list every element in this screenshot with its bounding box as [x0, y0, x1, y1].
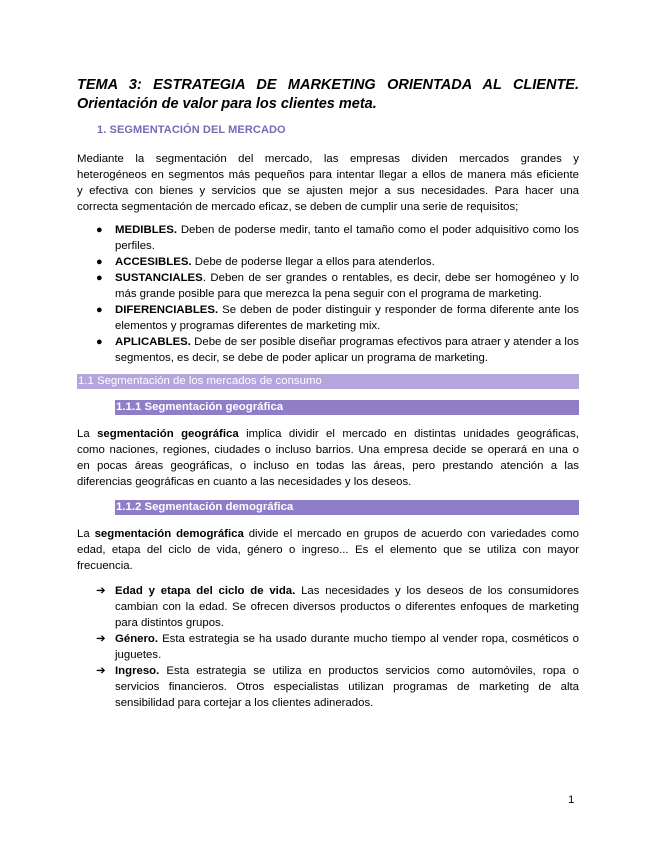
- intro-line: Mediante la segmentación del mercado, las empresas dividen mercados grandes y: [77, 153, 579, 165]
- list-item: [96, 583, 579, 631]
- geo-lead: La: [77, 428, 98, 440]
- demo-line1-rest: divide el mercado en grupos de acuerdo con variedades como: [243, 528, 579, 540]
- intro-paragraph: [77, 151, 579, 215]
- bullet-icon: ●: [96, 256, 103, 268]
- section-heading-mercados-consumo: 1.1 Segmentación de los mercados de consumo: [77, 374, 579, 389]
- list-item: [96, 222, 579, 254]
- bullet-icon: ●: [96, 224, 103, 236]
- geo-paragraph: [77, 426, 579, 490]
- item-text: Se deben de poder distinguir y responder de forma diferente ante los elementos y programas diferentes de marketing mix.: [115, 304, 579, 332]
- item-text: Las necesidades y los deseos de los consumidores cambian con la edad. Se ofrecen diversos productos o diferentes enfoques de marketing para distintos grupos.: [115, 585, 579, 629]
- item-term: MEDIBLES.: [115, 224, 178, 236]
- item-term: Género.: [115, 633, 159, 645]
- geo-line: como naciones, regiones, ciudades o incluso barrios. Una empresa decide se operará en una o: [77, 444, 579, 456]
- requirements-list: [96, 222, 579, 366]
- intro-line: correcta segmentación de mercado eficaz, se deben de cumplir una serie de requisitos;: [77, 201, 519, 213]
- item-term: APLICABLES.: [115, 336, 191, 348]
- bullet-icon: ●: [96, 336, 103, 348]
- document-title: [77, 76, 579, 114]
- section-heading-demografica: 1.1.2 Segmentación demográfica: [115, 500, 579, 515]
- page-number: 1: [568, 794, 575, 806]
- list-item: [96, 631, 579, 663]
- section-heading-geografica: 1.1.1 Segmentación geográfica: [115, 400, 579, 415]
- demo-line: edad, etapa del ciclo de vida, género o ingreso... Es el elemento que se utiliza con mayor: [77, 544, 579, 556]
- item-text: Esta estrategia se ha usado durante mucho tiempo al vender ropa, cosméticos o juguetes.: [115, 633, 579, 661]
- demographic-list: [96, 583, 579, 711]
- item-text: . Deben de ser grandes o rentables, es decir, debe ser homogéneo y lo más grande posible para que merezca la pena seguir con el programa de marketing.: [115, 272, 579, 300]
- item-term: Edad y etapa del ciclo de vida.: [115, 585, 296, 597]
- bullet-icon: ●: [96, 272, 103, 284]
- item-text: Debe de poderse llegar a ellos para atenderlos.: [191, 256, 435, 268]
- demo-term: segmentación demográfica: [94, 528, 244, 540]
- item-term: Ingreso.: [115, 665, 160, 677]
- demo-line: [77, 526, 579, 542]
- list-item: [96, 334, 579, 366]
- item-text: Debe de ser posible diseñar programas efectivos para atraer y atender a los segmentos, es decir, se debe de poder aplicar un programa de marketing.: [115, 336, 579, 364]
- intro-line: y efectiva con bienes y servicios que se ajusten mejor a sus necesidades. Para hacer una: [77, 185, 579, 197]
- bullet-icon: ●: [96, 304, 103, 316]
- list-item: [96, 663, 579, 711]
- title-line-1: TEMA 3: ESTRATEGIA DE MARKETING ORIENTADA AL CLIENTE.: [77, 77, 579, 93]
- geo-term: segmentación geográfica: [97, 428, 239, 440]
- item-term: ACCESIBLES.: [115, 256, 192, 268]
- list-item: [96, 270, 579, 302]
- item-text: Deben de poderse medir, tanto el tamaño como el poder adquisitivo como los perfiles.: [115, 224, 579, 252]
- list-item: [96, 302, 579, 334]
- intro-line: heterogéneos en segmentos más pequeños para intentar llegar a ellos de manera más eficiente: [77, 169, 579, 181]
- item-term: SUSTANCIALES: [115, 272, 203, 284]
- list-item: [96, 254, 579, 270]
- section-heading-segmentacion: 1. SEGMENTACIÓN DEL MERCADO: [97, 124, 286, 136]
- title-line-2: Orientación de valor para los clientes meta.: [77, 96, 377, 112]
- item-term: DIFERENCIABLES.: [115, 304, 219, 316]
- demo-line: frecuencia.: [77, 560, 133, 572]
- arrow-icon: ➔: [96, 633, 106, 645]
- arrow-icon: ➔: [96, 665, 106, 677]
- geo-line: [77, 426, 579, 442]
- arrow-icon: ➔: [96, 585, 106, 597]
- demo-paragraph: [77, 526, 579, 574]
- item-text: Esta estrategia se utiliza en productos servicios como automóviles, ropa o servicios financieros. Otros especialistas utilizan programas de marketing de alta sensibilidad para cortejar a los clientes adinerados.: [115, 665, 579, 709]
- geo-line: en pocas áreas geográficas, o incluso en todas las áreas, pero prestando atención a las: [77, 460, 579, 472]
- geo-line1-rest: implica dividir el mercado en distintas unidades geográficas,: [238, 428, 579, 440]
- demo-lead: La: [77, 528, 95, 540]
- geo-line: diferencias geográficas en cuanto a las necesidades y los deseos.: [77, 476, 412, 488]
